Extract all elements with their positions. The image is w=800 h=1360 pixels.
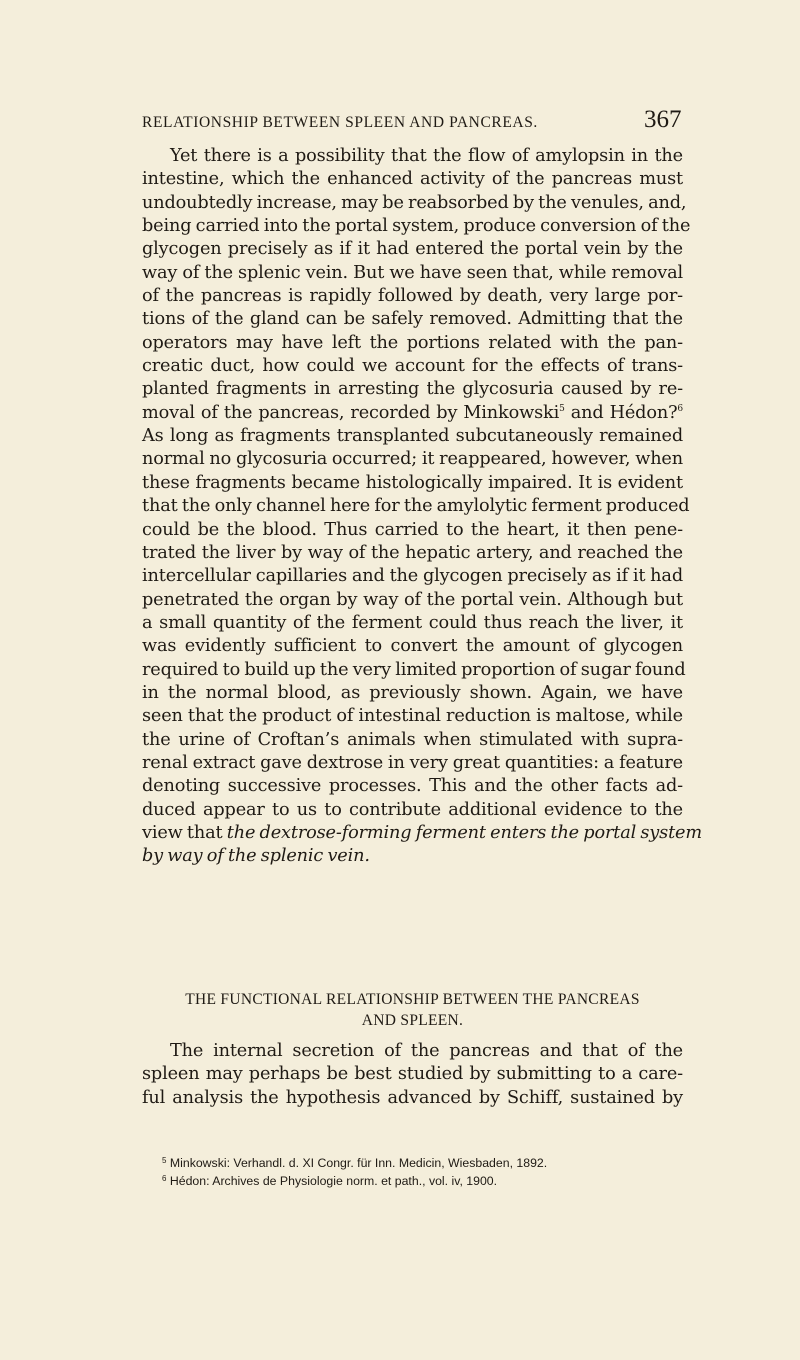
text-line: the urine of Croftan’s animals when stimulated with supra-	[142, 729, 683, 750]
text-line: renal extract gave dextrose in very great quantities: a feature	[142, 752, 683, 773]
text-line: denoting successive processes. This and the other facts ad-	[142, 776, 683, 797]
text-line: tions of the gland can be safely removed. Admitting that the	[142, 309, 683, 330]
text-line: Yet there is a possibility that the flow of amylopsin in the	[170, 146, 683, 166]
footnote-text: Minkowski: Verhandl. d. XI Congr. für Inn. Medicin, Wiesbaden, 1892.	[169, 1156, 548, 1170]
text-line: spleen may perhaps be best studied by submitting to a care-	[142, 1064, 683, 1085]
running-title: RELATIONSHIP BETWEEN SPLEEN AND PANCREAS.	[142, 114, 538, 131]
text-line: of the pancreas is rapidly followed by death, very large por-	[142, 286, 683, 307]
text-line: in the normal blood, as previously shown. Again, we have	[142, 682, 683, 703]
text-line: creatic duct, how could we account for the effects of trans-	[142, 356, 683, 377]
text-line: As long as fragments transplanted subcutaneously remained	[142, 426, 683, 447]
text-line-with-italic	[142, 822, 702, 845]
text-segment: moval of the pancreas, recorded by Minkowski	[142, 402, 560, 423]
text-line: ful analysis the hypothesis advanced by Schiff, sustained by	[142, 1087, 683, 1108]
footnote-mark: 5	[162, 1156, 167, 1165]
text-line: undoubtedly increase, may be reabsorbed by the venules, and,	[142, 192, 687, 213]
text-line: way of the splenic vein. But we have seen that, while removal	[142, 262, 683, 283]
text-line: that the only channel here for the amylolytic ferment produced	[142, 496, 690, 517]
paragraph-internal-secretion	[142, 1040, 683, 1110]
footnotes	[162, 1153, 722, 1189]
section-heading	[142, 990, 683, 1031]
text-segment: view that	[142, 822, 223, 843]
text-line: intestine, which the enhanced activity of the pancreas must	[142, 169, 683, 190]
text-line-italic	[142, 845, 683, 868]
text-line: these fragments became histologically impaired. It is evident	[142, 472, 683, 493]
text-line: penetrated the organ by way of the portal vein. Although but	[142, 589, 683, 610]
text-line: required to build up the very limited proportion of sugar found	[142, 659, 686, 680]
italic-emphasis: the dextrose-forming ferment enters the portal system	[226, 822, 702, 843]
text-line: duced appear to us to contribute additional evidence to the	[142, 799, 683, 820]
footnote-text: Hédon: Archives de Physiologie norm. et path., vol. iv, 1900.	[169, 1174, 498, 1188]
text-line: trated the liver by way of the hepatic artery, and reached the	[142, 542, 683, 563]
section-heading-line: AND SPLEEN.	[361, 1011, 464, 1029]
footnote-6	[162, 1171, 722, 1189]
footnote-5	[162, 1153, 722, 1171]
text-line: planted fragments in arresting the glycosuria caused by re-	[142, 379, 683, 400]
text-line: The internal secretion of the pancreas and that of the	[170, 1041, 683, 1061]
footnote-mark: 6	[162, 1174, 167, 1183]
text-line: glycogen precisely as if it had entered the portal vein by the	[142, 239, 683, 260]
text-line: being carried into the portal system, produce conversion of the	[142, 216, 691, 237]
text-segment: and Hédon?	[564, 402, 678, 423]
page-number: 367	[644, 106, 682, 133]
section-heading-line: THE FUNCTIONAL RELATIONSHIP BETWEEN THE PANCREAS	[185, 991, 640, 1008]
text-line: seen that the product of intestinal reduction is maltose, while	[142, 706, 683, 727]
text-line: normal no glycosuria occurred; it reappeared, however, when	[142, 449, 683, 470]
italic-emphasis: by way of the splenic vein.	[142, 846, 370, 867]
text-line: a small quantity of the ferment could thus reach the liver, it	[142, 612, 683, 633]
text-line: was evidently sufficient to convert the amount of glycogen	[142, 636, 683, 657]
text-line-with-refs	[142, 402, 683, 425]
paragraph-amylopsin	[142, 145, 702, 869]
footnote-ref-5: 5	[559, 403, 565, 414]
text-line: intercellular capillaries and the glycogen precisely as if it had	[142, 566, 683, 587]
text-line: could be the blood. Thus carried to the heart, it then pene-	[142, 519, 683, 540]
footnote-ref-6: 6	[677, 403, 683, 414]
text-line: operators may have left the portions related with the pan-	[142, 332, 683, 353]
